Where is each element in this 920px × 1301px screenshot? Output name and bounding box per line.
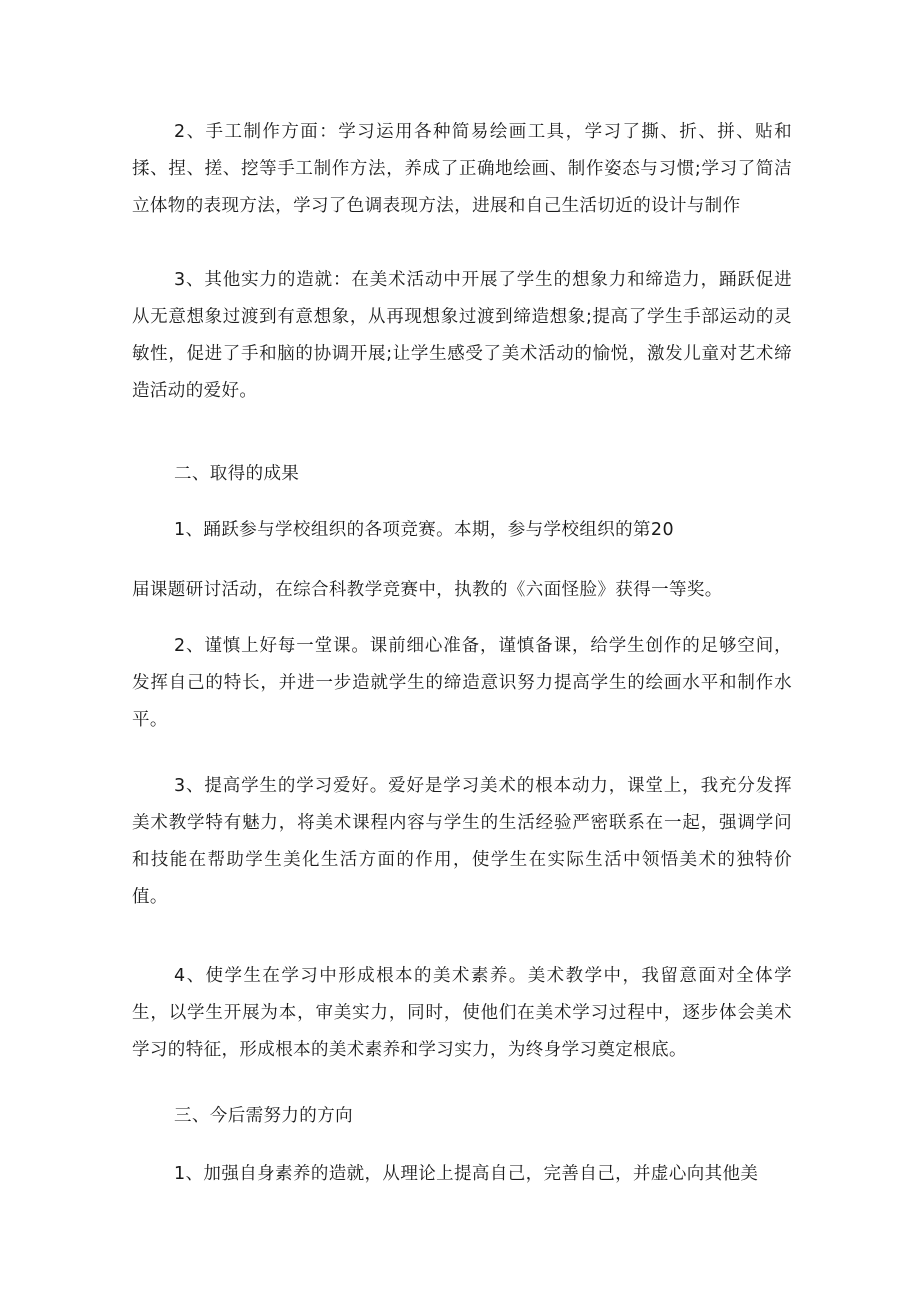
- paragraph-lesson-preparation: 2、谨慎上好每一堂课。课前细心准备，谨慎备课，给学生创作的足够空间，发挥自己的特长，并进一步造就学生的缔造意识努力提高学生的绘画水平和制作水平。: [132, 636, 792, 730]
- paragraph-other-abilities: 3、其他实力的造就：在美术活动中开展了学生的想象力和缔造力，踊跃促进从无意想象过渡到有意想象，从再现想象过渡到缔造想象;提高了学生手部运动的灵敏性，促进了手和脑的协调开展;让学生感受了美术活动的愉悦，激发儿童对艺术缔造活动的爱好。: [132, 270, 792, 401]
- paragraph-handcraft: 2、手工制作方面：学习运用各种简易绘画工具，学习了撕、折、拼、贴和揉、捏、搓、挖等手工制作方法，养成了正确地绘画、制作姿态与习惯;学习了简洁立体物的表现方法，学习了色调表现方法，进展和自己生活切近的设计与制作: [132, 122, 792, 216]
- paragraph-art-literacy: 4、使学生在学习中形成根本的美术素养。美术教学中，我留意面对全体学生，以学生开展为本，审美实力，同时，使他们在美术学习过程中，逐步体会美术学习的特征，形成根本的美术素养和学习实力，为终身学习奠定根底。: [132, 966, 792, 1060]
- section-heading-future-direction: 三、今后需努力的方向: [174, 1106, 353, 1126]
- paragraph-learning-interest: 3、提高学生的学习爱好。爱好是学习美术的根本动力，课堂上，我充分发挥美术教学特有魅力，将美术课程内容与学生的生活经验严密联系在一起，强调学问和技能在帮助学生美化生活方面的作用，使学生在实际生活中领悟美术的独特价值。: [132, 776, 792, 907]
- paragraph-self-improvement: 1、加强自身素养的造就，从理论上提高自己，完善自己，并虚心向其他美: [174, 1164, 759, 1184]
- paragraph-competition: 1、踊跃参与学校组织的各项竞赛。本期，参与学校组织的第20: [174, 520, 674, 540]
- section-heading-achievements: 二、取得的成果: [174, 464, 300, 484]
- paragraph-competition-continued: 届课题研讨活动，在综合科教学竞赛中，执教的《六面怪脸》获得一等奖。: [132, 580, 723, 600]
